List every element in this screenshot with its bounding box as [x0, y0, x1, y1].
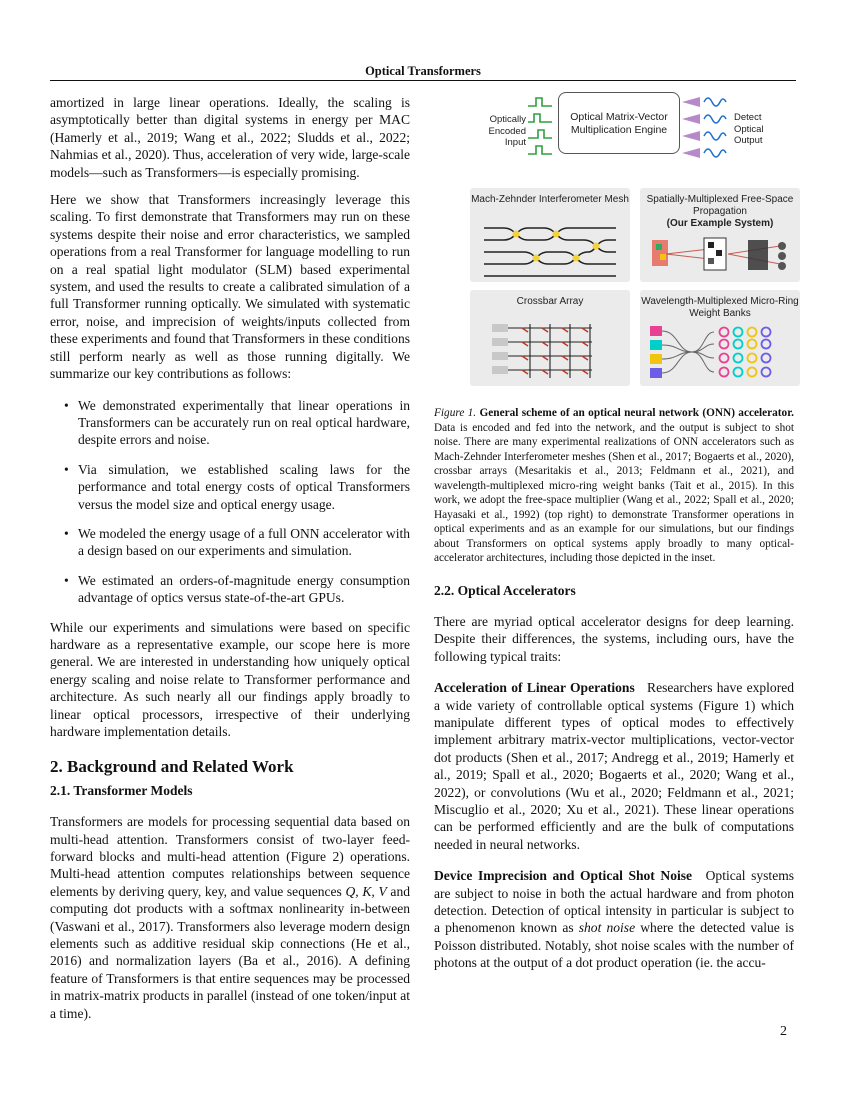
run-in-heading: Device Imprecision and Optical Shot Noise — [434, 868, 693, 884]
paragraph: amortized in large linear operations. Ideally, the scaling is asymptotically better than digital systems in energy per MAC (Hamerly et al., 2019; Wang et al., 2022; Sludds et al., 2022; Nahmias et al., 2020). Thus, acceleration of very wide, large-scale models—such as Transformers—is especially promising. — [50, 95, 410, 180]
paragraph: There are myriad optical accelerator designs for deep learning. Despite their differences, the systems, including ours, have the following typical traits: — [434, 613, 794, 664]
caption-title: General scheme of an optical neural network (ONN) accelerator. — [479, 407, 795, 419]
running-title: Optical Transformers — [365, 64, 481, 78]
panel-crossbar — [470, 290, 630, 386]
math-inline: Q, K, V — [345, 883, 387, 899]
text-run: Optical systems are subject to noise in both the actual hardware and from photon detection. Detection of optical intensity in particular is subject to a phenomenon known as — [434, 868, 795, 936]
panel-title: Crossbar Array — [516, 296, 584, 307]
paragraph — [434, 867, 794, 971]
header-rule — [50, 80, 796, 81]
caption-body: Data is encoded and fed into the network, and the output is subject to shot noise. There are many experimental realizations of ONN accelerators such as Mach-Zehnder Interferometer meshes (Shen et al., 2017; Bogaerts et al., 2020), crossbar arrays (Mesaritakis et al., 2013; Feldmann et al., 2021), and wavelength-multiplexed micro-ring weight banks (Tait et al., 2015). In this work, we adopt the free-space multiplier (Wang et al., 2022; Spall et al., 2020; Hayasaki et al., 1992) (top right) to demonstrate Transformer operations in optical experiments and as an example for our simulations, but our findings about Transformers on optical systems apply broadly to many optical-accelerator architectures, including those depicted in the inset. — [434, 421, 794, 564]
paragraph: Here we show that Transformers increasingly leverage this scaling. To first demonstrate that Transformers may run on these systems despite their noise and error characteristics, we sampled operations from a real Transformer for language modelling to run on a real spatial light modulator (SLM) based experimental system, and used the results to create a calibrated simulation of a full Transformer running optically. We simulated with systematic error, noise, and imprecision of weights/inputs collected from these experiments and found that Transformers in these conditions still perform nearly as well as those running digitally. We summarize our key contributions as follows: — [50, 192, 410, 382]
section-heading: 2. Background and Related Work — [50, 757, 294, 777]
panel-mzi-mesh — [470, 188, 630, 282]
output-label: Detect Optical Output — [734, 112, 764, 146]
free-space-icon — [648, 236, 794, 278]
text-run: where the detected value is Poisson distributed. Notably, shot noise scales with the number of photons at the output of a dot product operation (ie. the accu- — [434, 920, 795, 971]
panel-title-text: Spatially-Multiplexed Free-Space Propagation — [646, 194, 794, 217]
panel-title — [640, 194, 800, 230]
list-item: • We modeled the energy usage of a full ONN accelerator with a design based on our experiments and simulation. — [50, 525, 410, 560]
panel-micro-ring — [640, 290, 800, 386]
panel-title: Mach-Zehnder Interferometer Mesh — [471, 194, 629, 205]
output-detectors-icon — [680, 94, 732, 160]
text-run: and computing dot products with a softmax nonlinearity in-between (Vaswani et al., 2017). Transformers also leverage modern design elements such as additive residual skip connections (He et al., 2016) and normalization layers (Ba et al., 2016). A defining feature of Transformers is that entire sequences may be processed in matrix-matrix products in parallel (instead of one token/input at a time). — [50, 883, 410, 1021]
crossbar-icon — [492, 318, 612, 382]
mzi-mesh-icon — [484, 222, 616, 278]
subsection-heading: 2.1. Transformer Models — [50, 782, 193, 798]
panel-title: Wavelength-Multiplexed Micro-Ring Weight Banks — [641, 296, 799, 319]
paragraph: While our experiments and simulations were based on specific hardware as a representative example, our scope here is more general. We are interested in understanding how uniquely optical energy scaling and noise relate to Transformer performance and architecture. As such nearly all our findings apply broadly to linear optical processors, irrespective of their underlying hardware implementation details. — [50, 619, 410, 739]
input-signals-icon — [526, 94, 556, 160]
right-column — [434, 406, 794, 982]
emphasis-text: shot noise — [578, 920, 636, 936]
figure-caption — [434, 406, 794, 566]
text-run: Researchers have explored a wide variety of controllable optical systems (Figure 1) which manipulate different types of optical modes to effectively implement arbitrary matrix-vector multiplications, vector-vector dot products (Shen et al., 2017; Andregg et al., 2019; Hamerly et al., 2019; Spall et al., 2020; Bogaerts et al., 2020; Wang et al., 2022), or convolutions (Wu et al., 2020; Feldmann et al., 2021; Miscuglio et al., 2020; Xu et al., 2021). These linear operations can be performed efficiently and are the bulk of computations needed in neural networks. — [434, 680, 795, 852]
text-run: Transformers are models for processing sequential data based on multi-head attention. Transformers consist of two-layer feed-forward blocks and multi-head attention (Figure 2) operations. Multi-head attention computes relationships between sequence elements by deriving query, key, and value sequences — [50, 814, 410, 899]
subsection-heading: 2.2. Optical Accelerators — [434, 582, 576, 598]
paragraph — [50, 813, 410, 1022]
run-in-heading: Acceleration of Linear Operations — [434, 680, 635, 696]
panel-subtitle: (Our Example System) — [666, 218, 774, 229]
page-number: 2 — [780, 1024, 787, 1039]
left-column — [50, 94, 410, 1032]
engine-box: Optical Matrix-Vector Multiplication Engine — [558, 92, 680, 154]
figure-1 — [470, 90, 800, 390]
caption-label: Figure 1. — [434, 407, 477, 419]
list-item: • We estimated an orders-of-magnitude energy consumption advantage of optics versus state-of-the-art GPUs. — [50, 572, 410, 607]
input-label: Optically Encoded Input — [488, 114, 526, 148]
list-item: • Via simulation, we established scaling laws for the performance and total energy costs of optical Transformers versus the model size and optical energy usage. — [50, 461, 410, 513]
paragraph — [434, 679, 794, 853]
contributions-list — [50, 397, 410, 607]
micro-ring-icon — [648, 324, 794, 382]
panel-free-space — [640, 188, 800, 282]
list-item: • We demonstrated experimentally that linear operations in Transformers can be accurately run on real optical hardware, despite errors and noise. — [50, 397, 410, 449]
